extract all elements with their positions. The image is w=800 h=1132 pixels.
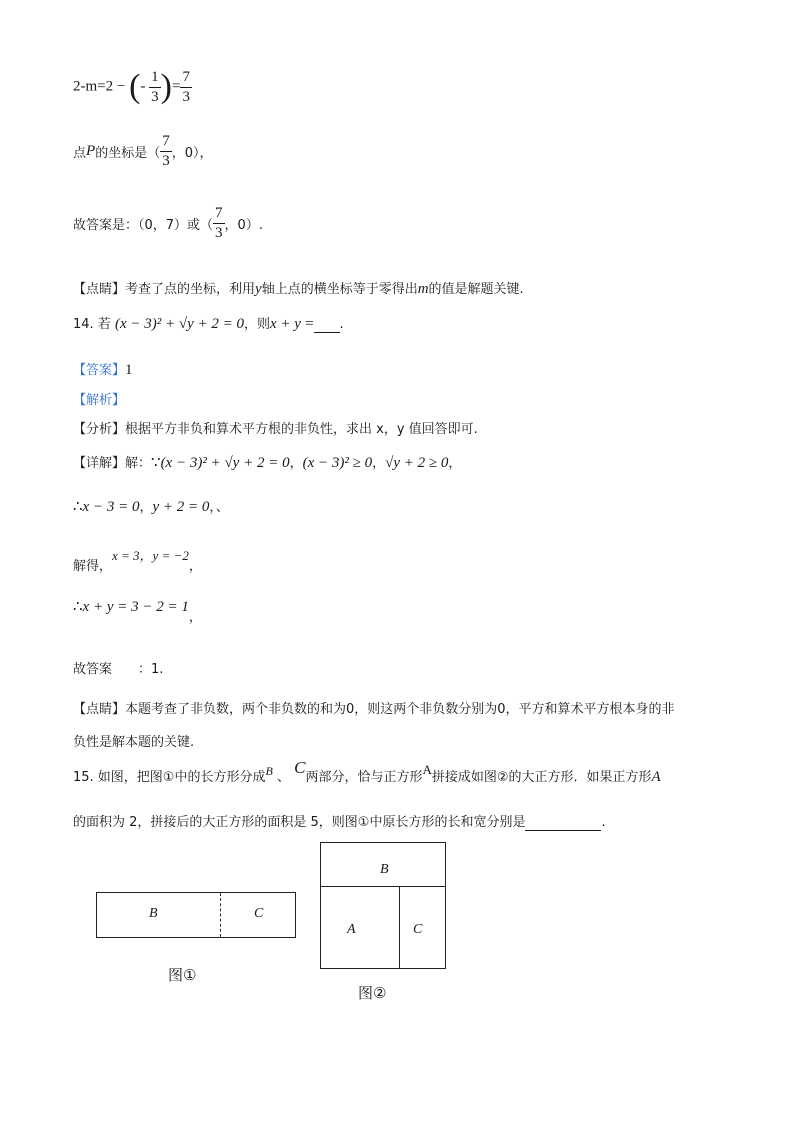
final-answer bbox=[73, 658, 163, 677]
fig1-label-b: B bbox=[149, 906, 158, 921]
fig2-vertical-divider bbox=[399, 886, 400, 969]
fig1-rectangle bbox=[96, 892, 296, 938]
separator: 、 bbox=[276, 770, 290, 785]
question-number: 14. 若 bbox=[73, 317, 111, 332]
note-text: 【点睛】考查了点的坐标，利用 bbox=[73, 282, 256, 297]
fig2-label-b: B bbox=[380, 862, 389, 877]
question-15-line-2 bbox=[73, 811, 606, 831]
eq-neg: - bbox=[140, 78, 146, 95]
expr-1: (x − 3)² + √y + 2 = 0 bbox=[160, 455, 290, 471]
text-coord: 的坐标是（ bbox=[95, 146, 161, 161]
answer-value: 1 bbox=[125, 362, 133, 378]
frac-den: 3 bbox=[182, 88, 190, 105]
var-c: C bbox=[294, 758, 306, 777]
therefore-symbol: ∴ bbox=[73, 499, 83, 515]
text-dian: 点 bbox=[73, 146, 87, 161]
fig1-label-c: C bbox=[254, 906, 264, 921]
period: . bbox=[601, 815, 606, 830]
separator: ， bbox=[188, 610, 202, 625]
fig1-caption: 图① bbox=[168, 966, 197, 984]
frac-num: 7 bbox=[180, 70, 192, 88]
eq-two: 2 bbox=[105, 78, 114, 95]
separator: ， bbox=[188, 559, 202, 574]
note-text: 的值是解题关键. bbox=[428, 282, 524, 297]
separator: ，、 bbox=[209, 500, 229, 515]
var-a: A bbox=[422, 762, 432, 777]
answer-blank[interactable] bbox=[314, 317, 340, 333]
frac-den: 3 bbox=[151, 88, 159, 105]
sum-expression: x + y = 3 − 2 = 1 bbox=[82, 599, 189, 615]
expr-3: √y + 2 ≥ 0 bbox=[385, 455, 449, 471]
answer-row bbox=[73, 359, 133, 379]
fig2-horizontal-divider bbox=[320, 886, 446, 887]
text-zero: ，0）， bbox=[171, 146, 213, 161]
text-answer: 故答案是：（0，7）或（ bbox=[73, 218, 214, 233]
question-text: 两部分，恰与正方形 bbox=[305, 770, 423, 785]
fig1-dashed-divider bbox=[220, 893, 221, 937]
question-text: 拼接成如图②的大正方形．如果正方形 bbox=[431, 770, 652, 785]
frac-den: 3 bbox=[162, 153, 170, 169]
answer-blank[interactable] bbox=[525, 815, 601, 831]
var-y: y bbox=[255, 281, 262, 297]
expr-y: y + 2 = 0 bbox=[152, 499, 210, 515]
fraction-one-third bbox=[149, 70, 161, 105]
fenxi-text: 【分析】根据平方非负和算术平方根的非负性，求出 x，y 值回答即可. bbox=[73, 422, 478, 437]
note-text: 轴上点的横坐标等于零得出 bbox=[261, 282, 418, 297]
equals-sign: = bbox=[305, 316, 314, 332]
question-14 bbox=[73, 313, 344, 333]
period: . bbox=[339, 317, 344, 332]
var-b: B bbox=[265, 764, 273, 778]
point-p-coordinates bbox=[73, 134, 212, 169]
expr-2: (x − 3)² ≥ 0 bbox=[302, 455, 373, 471]
right-paren: ) bbox=[160, 68, 172, 105]
frac-den: 3 bbox=[215, 225, 223, 241]
expr-x: x − 3 = 0 bbox=[82, 499, 140, 515]
equation-2-minus-m bbox=[73, 68, 192, 106]
detailed-solution bbox=[73, 452, 461, 472]
eq-lhs: 2-m= bbox=[73, 78, 106, 95]
fig2-label-c: C bbox=[413, 922, 423, 937]
final-answer-label: 故答案 bbox=[73, 662, 113, 677]
var-m: m bbox=[417, 281, 429, 297]
separator: ， bbox=[448, 456, 462, 471]
because-symbol: ∵ bbox=[151, 455, 161, 471]
analysis-label: 【解析】 bbox=[73, 393, 126, 408]
text-zero: ，0）. bbox=[224, 218, 263, 233]
dianjing-note-2-line-2: 负性是解本题的关键. bbox=[73, 735, 195, 750]
fig2-caption: 图② bbox=[358, 984, 387, 1002]
answer-label: 【答案】 bbox=[73, 363, 126, 378]
solve-label: 解得， bbox=[73, 559, 113, 574]
frac-num: 7 bbox=[213, 206, 225, 224]
therefore-symbol: ∴ bbox=[73, 599, 83, 615]
frac-num: 1 bbox=[149, 70, 161, 88]
solution-values: x = 3，y = −2 bbox=[112, 548, 189, 563]
dianjing-note-1 bbox=[73, 278, 524, 298]
separator: ， bbox=[139, 500, 153, 515]
var-p: P bbox=[86, 143, 96, 159]
question-text: 的面积为 2，拼接后的大正方形的面积是 5，则图①中原长方形的长和宽分别是 bbox=[73, 815, 526, 830]
fig2-label-a: A bbox=[347, 922, 356, 937]
separator: ， bbox=[372, 456, 386, 471]
therefore-line-1 bbox=[73, 496, 229, 516]
therefore-line-2 bbox=[73, 596, 202, 625]
solution-label: 【详解】解： bbox=[73, 456, 152, 471]
dianjing-note-2-line-1: 【点睛】本题考查了非负数，两个非负数的和为0，则这两个非负数分别为0，平方和算术平方根本身的非 bbox=[73, 702, 675, 717]
var-a: A bbox=[651, 769, 661, 785]
frac-num: 7 bbox=[160, 134, 172, 152]
answer-line bbox=[73, 206, 263, 241]
eq-equals: = bbox=[172, 78, 181, 95]
ask-expression: x + y bbox=[270, 316, 301, 332]
fraction-seven-thirds bbox=[160, 134, 172, 169]
final-answer-value: ：1. bbox=[138, 662, 164, 677]
fraction-seven-thirds bbox=[213, 206, 225, 241]
text-then: ，则 bbox=[243, 317, 270, 332]
question-15-line-1 bbox=[73, 758, 661, 786]
question-text: 15. 如图，把图①中的长方形分成 bbox=[73, 770, 266, 785]
fraction-seven-thirds bbox=[180, 70, 192, 105]
condition-expression: (x − 3)² + √y + 2 = 0 bbox=[114, 316, 244, 332]
eq-minus: − bbox=[116, 78, 126, 95]
separator: ， bbox=[289, 456, 303, 471]
left-paren: ( bbox=[129, 68, 141, 105]
solve-line bbox=[73, 545, 202, 574]
